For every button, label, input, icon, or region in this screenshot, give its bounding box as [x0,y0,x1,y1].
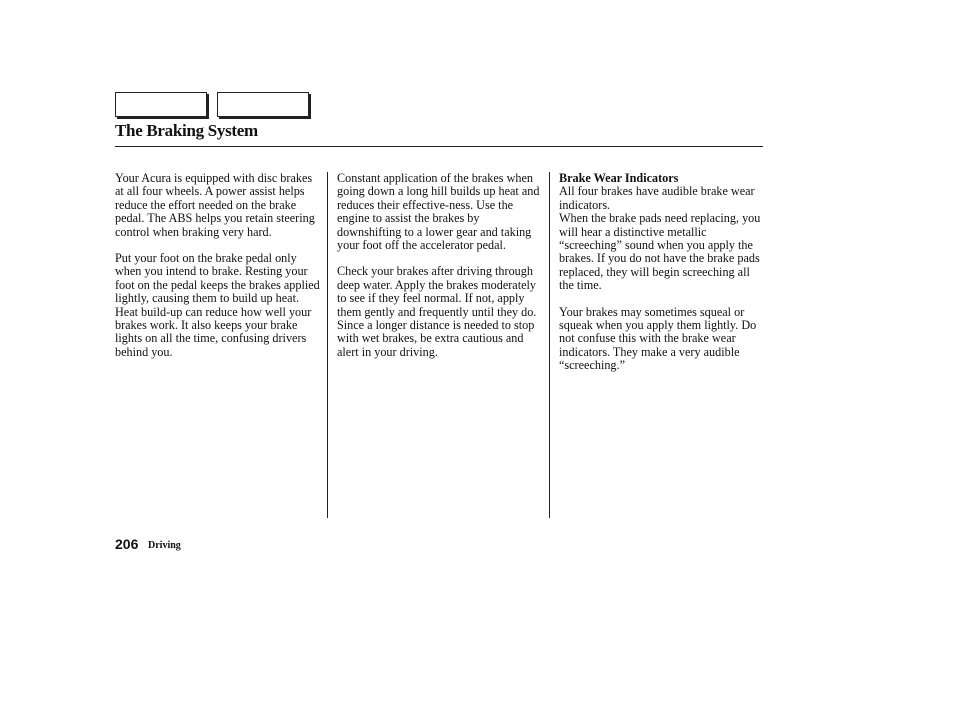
text-column-1 [115,172,320,372]
text-column-2 [337,172,542,372]
header-tab-box-1 [115,92,207,117]
section-label: Driving [148,540,181,551]
page-title: The Braking System [115,121,258,140]
paragraph-squeal-squeak: Your brakes may sometimes squeal or squeak when you apply them lightly. Do not confuse this with the brake wear indicators. They make a very audible “screeching.” [559,304,757,373]
paragraph-brake-pedal-use: Put your foot on the brake pedal only when you intend to brake. Resting your foot on the pedal keeps the brakes applied lightly, causing them to build up heat. Heat build-up can reduce how well your brakes work. It also keeps your brake lights on all the time, confusing drivers behind you. [115,251,320,359]
paragraph-wear-indicators-intro: All four brakes have audible brake wear indicators. [559,184,755,212]
text-column-3 [559,172,764,386]
column-divider-1 [327,172,328,518]
title-underline-rule [115,146,763,147]
brake-wear-indicators-heading: Brake Wear Indicators [559,171,679,185]
page-number: 206 [115,536,139,552]
paragraph-downhill-braking: Constant application of the brakes when going down a long hill builds up heat and reduces their effective-ness. Use the engine to assist the brakes by downshifting to a lower gear and taking your foot off the accelerator pedal. [337,171,540,253]
paragraph-disc-brakes: Your Acura is equipped with disc brakes at all four wheels. A power assist helps reduce the effort needed on the brake pedal. The ABS helps you retain steering control when braking very hard. [115,171,315,239]
column-divider-2 [549,172,550,518]
paragraph-screeching-sound: When the brake pads need replacing, you will hear a distinctive metallic “screeching” sound when you apply the brakes. If you do not have the brake pads replaced, they will begin screeching all the time. [559,211,761,293]
paragraph-wet-brakes: Check your brakes after driving through deep water. Apply the brakes moderately to see if they feel normal. If not, apply them gently and frequently until they do. Since a longer distance is needed to stop with wet brakes, be extra cautious and alert in your driving. [337,264,537,359]
brake-wear-block [559,172,764,212]
header-tab-box-2 [217,92,309,117]
